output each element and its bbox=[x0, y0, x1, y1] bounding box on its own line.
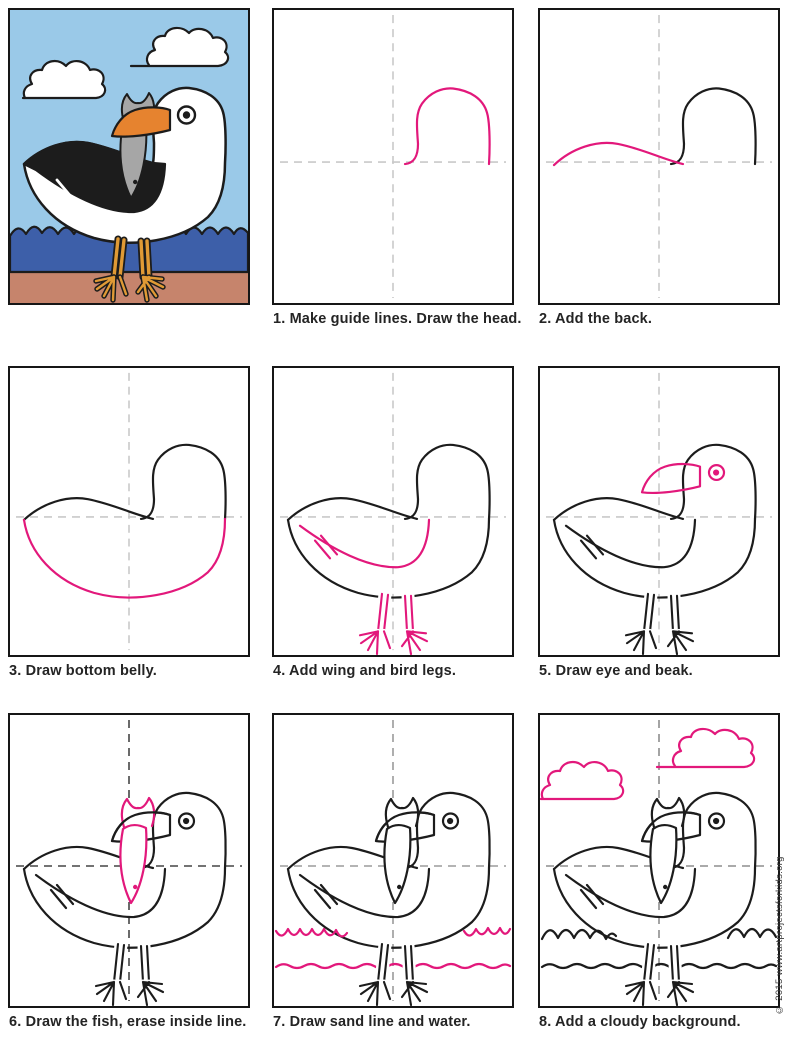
step-caption-6: 6. Draw the fish, erase inside line. bbox=[9, 1014, 247, 1030]
step-cell-2 bbox=[538, 8, 780, 327]
step-caption-5: 5. Draw eye and beak. bbox=[539, 663, 693, 679]
step-drawing-7 bbox=[274, 715, 512, 1006]
step-panel-4 bbox=[272, 366, 514, 657]
step-drawing-2 bbox=[540, 10, 778, 303]
step-caption-3: 3. Draw bottom belly. bbox=[9, 663, 157, 679]
step-panel-3 bbox=[8, 366, 250, 657]
step-panel-8 bbox=[538, 713, 780, 1008]
finished-example-cell bbox=[8, 8, 250, 305]
step-cell-1 bbox=[272, 8, 522, 327]
step-cell-3 bbox=[8, 366, 250, 679]
step-panel-7 bbox=[272, 713, 514, 1008]
step-drawing-5 bbox=[540, 368, 778, 655]
step-panel-6 bbox=[8, 713, 250, 1008]
step-cell-6 bbox=[8, 713, 250, 1030]
step-caption-2: 2. Add the back. bbox=[539, 311, 653, 327]
step-drawing-8 bbox=[540, 715, 778, 1006]
step-panel-5 bbox=[538, 366, 780, 657]
finished-example-panel bbox=[8, 8, 250, 305]
step-caption-4: 4. Add wing and bird legs. bbox=[273, 663, 457, 679]
step-caption-1: 1. Make guide lines. Draw the head. bbox=[273, 311, 522, 327]
step-caption-7: 7. Draw sand line and water. bbox=[273, 1014, 471, 1030]
step-cell-4 bbox=[272, 366, 514, 679]
step-cell-5 bbox=[538, 366, 780, 679]
step-cell-8 bbox=[538, 713, 780, 1030]
step-drawing-6 bbox=[10, 715, 248, 1006]
step-caption-8: 8. Add a cloudy background. bbox=[539, 1014, 741, 1030]
step-drawing-1 bbox=[274, 10, 512, 303]
step-panel-1 bbox=[272, 8, 514, 305]
step-drawing-4 bbox=[274, 368, 512, 655]
step-panel-2 bbox=[538, 8, 780, 305]
copyright-text: © 2015 www.artprojectsforkids.org bbox=[774, 856, 785, 1015]
finished-example-drawing bbox=[10, 10, 248, 303]
step-drawing-3 bbox=[10, 368, 248, 655]
step-cell-7 bbox=[272, 713, 514, 1030]
